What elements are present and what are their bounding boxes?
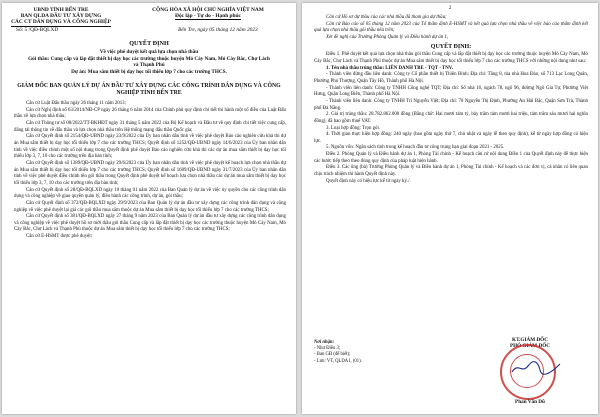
decision-body [314, 15, 588, 185]
article-3: Điều 3. Các ông (bà) Trưởng Phòng Quản lý và Điều hành dự án 1, Phòng Tài chính - Kế hoạch và các đơn vị, cá nhân có liên quan chịu trách nhiệm thi hành Quyết định này. [314, 165, 588, 178]
paragraph: Căn cứ Quyết định số 1389/QĐ-UBND ngày 29/6/2023 của Ủy ban nhân dân tỉnh về việc phê duyệt kế hoạch lựa chọn nhà thầu dự án Mua sắm thiết bị dạy học tối thiểu lớp 7 cho các trường THCS; Quyết định số 1609/QĐ-UBND ngày 31/7/2023 của Ủy ban nhân dân tỉnh về việc phê duyệt điều chỉnh tên gói thầu trong Quyết định phê duyệt kế hoạch lựa chọn nhà thầu các dự án mua sắm thiết bị dạy học tối thiểu lớp 3, 7, 10 cho các trường trên địa bàn tỉnh; [14, 160, 286, 186]
paragraph: Căn cứ Luật Đấu thầu ngày 26 tháng 11 năm 2013; [26, 101, 126, 106]
paragraph: Căn cứ Hồ sơ dự thầu của các nhà thầu đã tham gia dự thầu; [326, 15, 447, 20]
page-number: 2 [448, 6, 452, 11]
recipients-title: Nơi nhận: [314, 340, 335, 345]
consortium-member: - Thành viên liên danh: Công ty TNHH Trí Nguyễn Việt; Địa chỉ: 70 Nguyễn Thị Định, Phường An Hải Bắc, Quận Sơn Trà, Thành phố Đà Nẵng. [314, 98, 588, 111]
signer-name: Phan Văn Dũ [515, 399, 545, 405]
national-motto: Độc lập - Tự do - Hạnh phúc [175, 13, 241, 20]
country-name: CỘNG HÒA XÃ HỘI CHỦ NGHĨA VIỆT NAM [152, 7, 264, 13]
document-number: Số: 5 /QĐ-BQLXD [16, 27, 59, 33]
agency-line: UBND TỈNH BẾN TRE [33, 7, 89, 13]
contract-value: 2. Giá trị trúng thầu: 28.782.862.000 đồng (Bằng chữ: Hai mươi tám tỷ, bảy trăm tám mươi hai triệu, tám trăm sáu mươi hai nghìn đồng), đã bao gồm thuế VAT. [314, 112, 588, 124]
contract-duration: 4. Thời gian thực hiện hợp đồng: 240 ngày (bao gồm ngày thứ 7, chủ nhật và ngày lễ theo quy định), kể từ ngày hợp đồng có hiệu lực. [314, 132, 588, 144]
paragraph: Căn cứ E-HSMT được phê duyệt; [26, 234, 93, 240]
project-name: Dự án: Mua sắm thiết bị dạy học tối thiểu lớp 7 cho các trường THCS. [71, 69, 227, 75]
decision-heading: QUYẾT ĐỊNH: [430, 43, 472, 50]
article-1: Điều 1. Phê duyệt kết quả lựa chọn nhà thầu gói thầu Cung cấp và lắp đặt thiết bị dạy học các trường thuộc huyện Mỏ Cày Nam, Mỏ Cày Bắc, Chợ Lách và Thạnh Phú thuộc dự án Mua sắm thiết bị dạy học tối thiểu lớp 7 cho các trường THCS với những nội dung như sau: [314, 52, 588, 64]
consortium-member: - Thành viên liên danh: Công ty TNHH Công nghệ TQT; Địa chỉ: Số nhà 16, ngách 78, ngõ 96, đường Ngô Gia Tự, Phường Việt Hưng, Quận Long Biên, Thành phố Hà Nội. [314, 85, 588, 98]
paragraph: Căn cứ Quyết định số 381/QĐ-BQLXD ngày 27 tháng 9 năm 2023 của Ban Quản lý dự án đầu tư xây dựng các công trình dân dụng và công nghiệp về việc phê duyệt hồ sơ mời thầu gói thầu Cung cấp và lắp đặt thiết bị dạy học các trường thuộc huyện Mỏ Cày Nam, Mỏ Cày Bắc, Chợ Lách và Thạnh Phú thuộc dự án Mua sắm thiết bị dạy học tối thiểu lớp 7 cho các trường THCS; [14, 214, 286, 233]
paragraph: Căn cứ Thông tư số 08/2022/TT-BKHĐT ngày 31 tháng 5 năm 2022 của Bộ Kế hoạch và Đầu tư về quy định chi tiết việc cung cấp, đăng tải thông tin về đấu thầu và lựa chọn nhà thầu trên Hệ thống mạng đấu thầu Quốc gia; [14, 120, 286, 133]
agency-line: BAN QLDA ĐẦU TƯ XÂY DỰNG [20, 13, 102, 20]
document-date: Bến Tre, ngày 05 tháng 12 năm 2023 [178, 27, 258, 33]
handwritten-signature [510, 360, 562, 376]
paragraph: Căn cứ Quyết định số 28/QĐ-BQLXD ngày 10 tháng 01 năm 2022 của Ban Quản lý dự án về việc ủy quyền cho các công trình dân dụng và công nghiệp về giao quyền quản lý, điều hành các công trình, dự án, gói thầu; [14, 187, 286, 200]
consortium-member: - Thành viên đứng đầu liên danh: Công ty Cổ phần thiết bị Thiên Bình; Địa chỉ: Tầng 8, tòa nhà Hoa Đào, số 713 Lạc Long Quân, Phường Phú Thượng, Quận Tây Hồ, Thành phố Hà Nội. [314, 72, 588, 84]
paragraph: Căn cứ Báo cáo số 05 tháng 12 năm 2023 của Tổ thẩm định E-HSMT và kết quả lựa chọn nhà thầu về việc báo cáo thẩm định kết quả lựa chọn nhà thầu gói thầu nêu trên; [314, 21, 588, 34]
legal-basis [14, 101, 286, 241]
signer-role-line: PHÓ GIÁM ĐỐC [509, 343, 551, 350]
paragraph: Căn cứ Quyết định số 2154/QĐ-UBND ngày 23/9/2022 của Ủy ban nhân dân tỉnh về việc phê duyệt Báo cáo nghiên cứu khả thi dự án Mua sắm thiết bị dạy học tối thiểu lớp 7 cho các trường THCS; Quyết định số 1252/QĐ-UBND ngày 14/6/2023 của Ủy ban nhân dân tỉnh về việc điều chỉnh một số nội dung trong Quyết định phê duyệt Báo cáo nghiên cứu khả thi các dự án mua sắm thiết bị dạy học tối thiểu lớp 3, 7, 10 cho các trường trên địa bàn tỉnh; [14, 134, 286, 160]
paragraph: Căn cứ Nghị định số 63/2014/NĐ-CP ngày 26 tháng 6 năm 2014 của Chính phủ quy định chi tiết thi hành một số điều của Luật Đấu thầu về lựa chọn nhà thầu; [14, 107, 286, 120]
paragraph: Căn cứ Quyết định số 372/QĐ-BQLXD ngày 29/9/2023 của Ban Quản lý dự án đầu tư xây dựng các công trình dân dụng và công nghiệp về việc phê duyệt lại giá các gói thầu mua sắm thuộc dự án Mua sắm thiết bị dạy học tối thiểu lớp 7 cho các trường THCS; [14, 200, 286, 213]
agency-line: CÁC CT DÂN DỤNG VÀ CÔNG NGHIỆP [11, 19, 111, 26]
document-page-1 [2, 3, 296, 414]
recipient: - Lưu: VT, QLDA1, (01). [314, 358, 362, 364]
article-2: Điều 2. Phòng Quản lý và Điều hành dự án 1, Phòng Tài chính - Kế hoạch căn cứ nội dung Điều 1 của Quyết định này để thực hiện các bước tiếp theo theo đúng quy định của pháp luật hiện hành. [314, 152, 588, 164]
package-name: Gói thầu: Cung cấp và lắp đặt thiết bị dạy học các trường thuộc huyện Mỏ Cày Nam, Mỏ Cày Bắc, Chợ Lách và Thạnh Phú [28, 56, 270, 69]
national-heading [124, 7, 292, 20]
funding-source: 5. Nguồn vốn: Ngân sách tỉnh trong kế hoạch đầu tư công trung hạn giai đoạn 2021 - 2025. [326, 145, 505, 151]
recipient: - Như Điều 3; [314, 346, 341, 352]
contract-type: 3. Loại hợp đồng: Trọn gói. [326, 125, 381, 131]
paragraph: Xét đề nghị của Trưởng Phòng Quản lý và Điều hành dự án 1, [326, 34, 449, 40]
effective-clause: Quyết định này có hiệu lực kể từ ngày ký./. [326, 178, 411, 184]
signer-role-line: KT.GIÁM ĐỐC [512, 337, 548, 343]
recipients-block [314, 340, 424, 365]
issuing-agency [6, 7, 116, 27]
document-title: QUYẾT ĐỊNH [129, 40, 169, 47]
document-subtitle: Về việc phê duyệt kết quả lựa chọn nhà thầu [99, 49, 199, 55]
recipient: - Ban GĐ (để biết); [314, 352, 351, 358]
document-page-2 [302, 3, 598, 414]
issuing-authority: GIÁM ĐỐC BAN QUẢN LÝ DỰ ÁN ĐẦU TƯ XÂY DỰNG CÁC CÔNG TRÌNH DÂN DỤNG VÀ CÔNG NGHIỆP TỈNH BẾN TRE [17, 83, 281, 96]
winning-bidder: 1. Tên nhà thầu trúng thầu: LIÊN DANH TBE - TQT - TNV. [326, 65, 453, 71]
